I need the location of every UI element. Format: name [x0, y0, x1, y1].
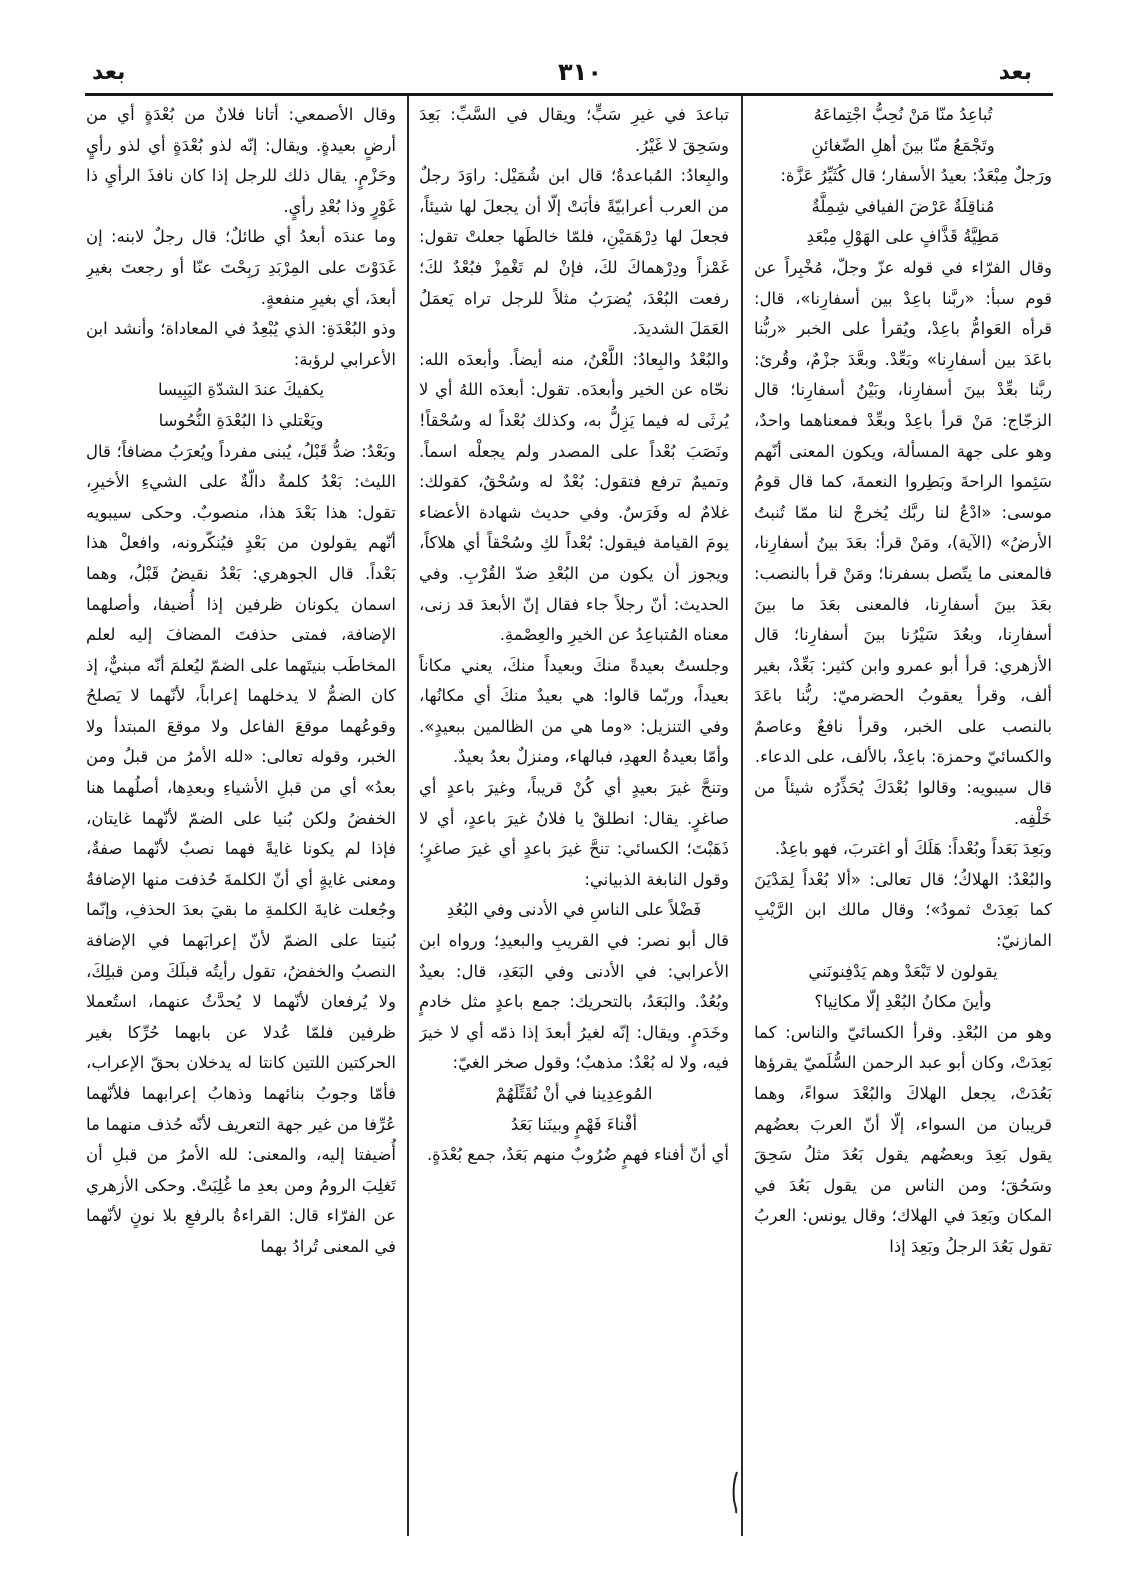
- header-headword-left: بعد: [92, 60, 126, 85]
- paragraph: قال أبو نصر: في القريبِ والبعيدِ؛ ورواه ابن الأعرابي: في الأدنى وفي البَعَدِ، قال: بعيدٌ وبُعُدٌ. والبَعَدُ، بالتحريك: جمع باعدٍ مثل خادمٍ وخَدَمٍ. ويقال: إنّه لغيرُ أبعدَ إذا ذمّه أي لا خيرَ فيه، ولا له بُعْدٌ: مذهبٌ؛ وقول صخر الغيّ:: [419, 931, 729, 1073]
- verse-line: مَطِيَّةُ قَذَّافٍ على الهَوْلِ مِبْعَدِ: [806, 227, 1000, 247]
- paragraph: ورَجلٌ مِبْعَدٌ: بعيدُ الأسفار؛ قال كُثَيِّرُ عَزَّة:: [780, 166, 1052, 186]
- paragraph: وهو من البُعْدِ. وقرأ الكسائيّ والناس: كما بَعِدَتْ، وكان أبو عبد الرحمن السُّلَميّ يقرؤها بَعُدَتْ، يجعل الهلاكَ والبُعْدَ سواءً، وهما قريبان من السواء، إلّا أنّ العربَ بعضُهم يقول بَعِدَ وبعضُهم يقول بَعُدَ مثلُ سَحِقَ وسَحُقَ؛ ومن الناس من يقول بَعُدَ في المكان وبَعِدَ في الهلاك؛ وقال يونس: العربُ تقول بَعُدَ الرجلُ وبَعِدَ إذا: [754, 1022, 1052, 1256]
- paragraph: وجلستُ بعيدةً منكَ وبعيداً منكَ، يعني مكاناً بعيداً، وربّما قالوا: هي بعيدٌ منكَ أي مكانُها، وفي التنزيل: «وما هي من الظالمين ببعيدٍ». وأمّا بعيدةُ العهدِ، فبالهاء، ومنزلٌ بعدُ بعيدٌ.: [419, 655, 729, 767]
- paragraph: وتنحَّ غيرَ بعيدٍ أي كُنْ قريباً، وغيرَ باعدٍ أي صاغرٍ. يقال: انطلقْ يا فلانُ غيرَ باعدٍ، أي لا ذَهَبْتَ؛ الكسائي: تنحَّ غيرَ باعدٍ أي غيرَ صاغرٍ؛ وقول النابغة الذبياني:: [419, 778, 729, 889]
- header-rule: [85, 93, 1053, 96]
- paragraph: تباعدَ في غيرِ سَبٍّ؛ ويقال في السَّبِّ: بَعِدَ وسَحِقَ لا غَيْرُ.: [419, 105, 729, 155]
- paragraph: والبُعْدُ والبِعادُ: اللَّعْنُ، منه أيضاً. وأبعدَه الله: نحّاه عن الخير وأبعدَه. تقول: أبعدَه اللهُ أي لا يُرثَى له فيما يَزِلُّ به، وكذلك بُعْداً له وسُحْقاً! ونَصَبَ بُعْداً على المصدر ولم يجعلْه اسماً. وتميمٌ ترفع فتقول: بُعْدٌ له وسُحْقٌ، كقولك: غلامٌ له وفَرَسٌ. وفي حديث شهادة الأعضاء يومَ القيامة فيقول: بُعْداً لكِ وسُحْقاً أي هلاكاً، ويجوز أن يكون من البُعْدِ ضدّ القُرْبِ. وفي الحديث: أنّ رجلاً جاء فقال إنّ الأبعدَ قد زنى، معناه المُتباعِدُ عن الخيرِ والعِصْمةِ.: [419, 349, 729, 645]
- header-headword-right: بعد: [998, 60, 1032, 85]
- verse-line: يكفيكَ عندَ الشدّةِ اليَبِيسا: [157, 380, 325, 400]
- verse-line: أفْناءَ فَهْمٍ وبينَنا بَعَدُ: [510, 1114, 638, 1134]
- column-left: [86, 100, 396, 1530]
- paragraph: وبَعِدَ بَعَداً وبُعْداً: هَلَكَ أو اغتربَ، فهو باعِدٌ.: [774, 839, 1052, 859]
- column-divider-left: [407, 96, 409, 1536]
- column-middle: [419, 100, 729, 1530]
- verse-line: المُوعِدِينا في أنْ نُقَتِّلَهُمْ: [495, 1084, 653, 1103]
- page-mark: [728, 1470, 742, 1514]
- verse-line: وتَجْمَعُ منّا بينَ أهلِ الضّغائنِ: [811, 135, 995, 155]
- paragraph: وذو البُعْدَةِ: الذي يُبْعِدُ في المعاداة؛ وأنشد ابن الأعرابي لرؤبة:: [86, 319, 396, 369]
- verse-line: مُناقِلَةٌ عَرْضَ الفيافي شِمِلَّةٌ: [811, 196, 995, 216]
- column-right: [754, 100, 1052, 1530]
- page-header: [0, 0, 1132, 90]
- paragraph: أي أنّ أفناء فهمٍ ضُرُوبٌ منهم بَعَدٌ، جمع بُعْدَةٍ.: [426, 1145, 729, 1165]
- verse-line: وأينَ مكانُ البُعْدِ إلّا مكانِيا؟: [814, 992, 992, 1012]
- paragraph: وما عندَه أبعدُ أي طائلٌ؛ قال رجلٌ لابنه: إن غَدَوْتَ على المِرْبَدِ رَبِحْتَ عنّا أو رجعتَ بغيرِ أبعدَ، أي بغيرِ منفعةٍ.: [86, 227, 396, 308]
- verse-line: تُباعِدُ منّا مَنْ نُحِبُّ اجْتِماعَهُ: [813, 105, 993, 124]
- paragraph: والبُعْدُ: الهلاكُ؛ قال تعالى: «ألا بُعْداً لِمَدْيَنَ كما بَعِدَتْ ثمودُ»؛ وقال مالك ابن الرَّيْبِ المازنيّ:: [754, 869, 1052, 951]
- paragraph: قال سيبويه: وقالوا بُعْدَكَ يُحَذِّرُه شيئاً من خَلْفِه.: [754, 778, 1052, 828]
- column-divider-right: [741, 96, 743, 1536]
- page-number: ٣١٠: [558, 58, 602, 86]
- verse-line: يقولون لا تَبْعَدْ وهم يَدْفِنونَني: [808, 961, 998, 981]
- paragraph: وقال الفرّاء في قوله عزّ وجلّ، مُخْبِراً عن قوم سبأ: «ربَّنا باعِدْ بين أسفارِنا»، قال: قرأه العَوامُّ باعِدْ، ويُقرأ على الخبر «ربُّنا باعَدَ بين أسفارِنا» وبَعِّدْ. وبعَّدَ جزْمٌ، وقُرئ: ربَّنا بعِّدْ بينَ أسفارِنا، وبَيْنُ أسفارِنا؛ قال الزجّاج: مَنْ قرأ باعِدْ وبعِّدْ فمعناهما واحدٌ، وهو على جهة المسألة، ويكون المعنى أنّهم سَئِموا الراحةَ وبَطِروا النعمةَ، كما قال قومُ موسى: «ادْعُ لنا ربَّك يُخرجْ لنا ممّا تُنبتُ الأرضُ» (الآية)، ومَنْ قرأ: بعَدَ بينُ أسفارِنا، فالمعنى ما يتّصل بسفرنا؛ ومَنْ قرأ بالنصب: بعَدَ بينَ أسفارِنا، فالمعنى بعَدَ ما بينَ أسفارِنا، وبعُدَ سَيْرُنا بينَ أسفارِنا؛ قال الأزهري: قرأ أبو عمرو وابن كثير: بَعِّدْ، بغير ألف، وقرأ يعقوبُ الحضرميّ: ربُّنا باعَدَ بالنصب على الخبر، وقرأ نافعٌ وعاصمٌ والكسائيّ وحمزة: باعِدْ، بالألف، على الدعاء.: [754, 257, 1052, 767]
- verse-line: فَضْلاً على الناسِ في الأدنى وفي البُعُدِ: [446, 900, 702, 920]
- paragraph: وقال الأصمعي: أتانا فلانٌ من بُعْدَةٍ أي من أرضٍ بعيدةٍ. ويقال: إنّه لذو بُعْدَةٍ أي لذو رأيٍ وحَزْمٍ. يقال ذلك للرجل إذا كان نافذَ الرأيِ ذا غَوْرٍ وذا بُعْدِ رأيٍ.: [86, 105, 396, 216]
- verse-line: ويَعْتلي ذا البُعْدَةِ النُّحُوسا: [158, 410, 324, 430]
- paragraph: وبَعْدُ: ضدُّ قَبْلُ، يُبنى مفرداً ويُعرَبُ مضافاً؛ قال الليث: بَعْدُ كلمةٌ دالّةٌ على الشيءِ الأخيرِ، تقول: هذا بَعْدَ هذا، منصوبٌ. وحكى سيبويه أنّهم يقولون من بَعْدٍ فيُنكّرونه، وافعلْ هذا بَعْداً. قال الجوهري: بَعْدُ نقيضُ قَبْلُ، وهما اسمان يكونان ظرفين إذا أُضيفا، وأصلهما الإضافة، فمتى حذفتَ المضافَ إليه لعلم المخاطَب بنيتَهما على الضمّ ليُعلمَ أنّه مبنيٌّ، إذ كان الضمُّ لا يدخلهما إعراباً، لأنّهما لا يَصلحُ وقوعُهما موقعَ الفاعل ولا موقعَ المبتدأ ولا الخبر، وقوله تعالى: «لله الأمرُ من قبلُ ومن بعدُ» أي من قبلِ الأشياءِ وبعدِها، أصلُهما هنا الخفضُ ولكن بُنيا على الضمّ لأنّهما غايتان، فإذا لم يكونا غايةً فهما نصبٌ لأنّهما صفةٌ، ومعنى غايةٍ أي أنّ الكلمةَ حُذفت منها الإضافةُ وجُعلت غايةَ الكلمةِ ما بقيَ بعدَ الحذفِ، وإنّما بُنيتا على الضمّ لأنّ إعرابَهما في الإضافة النصبُ والخفضُ، تقول رأيتُه قبلَكَ ومن قبلِكَ، ولا يُرفعان لأنّهما لا يُحدَّثُ عنهما، استُعملا ظرفين فلمّا عُدلا عن بابهما حُرِّكا بغير الحركتين اللتين كانتا له يدخلان بحقّ الإعراب، فأمّا وجوبُ بنائهما وذهابُ إعرابهما فلأنّهما عُرِّفا من غير جهة التعريف لأنّه حُذف منهما ما أُضيفتا إليه، والمعنى: لله الأمرُ من قبلِ أن تَغلِبَ الرومُ ومن بعدِ ما غُلِبَتْ. وحكى الأزهري عن الفرّاء قال: القراءةُ بالرفعِ بلا نونٍ لأنّهما في المعنى تُرادُ بهما: [86, 441, 396, 1256]
- paragraph: والبِعادُ: المُباعدةُ؛ قال ابن شُمَيْل: راوَدَ رجلٌ من العرب أعرابيّةً فأبَتْ إلّا أن يجعلَ لها شيئاً، فجعلَ لها دِرْهَمَيْنِ، فلمّا خالطَها جعلتْ تقول: غَمْزاً ودِرْهماكَ لكَ، فإنْ لم تَغْمِزْ فبُعْدٌ لكَ؛ رفعت البُعْدَ، يُضرَبُ مثلاً للرجل تراه يَعمَلُ العَمَلَ الشديدَ.: [419, 166, 729, 339]
